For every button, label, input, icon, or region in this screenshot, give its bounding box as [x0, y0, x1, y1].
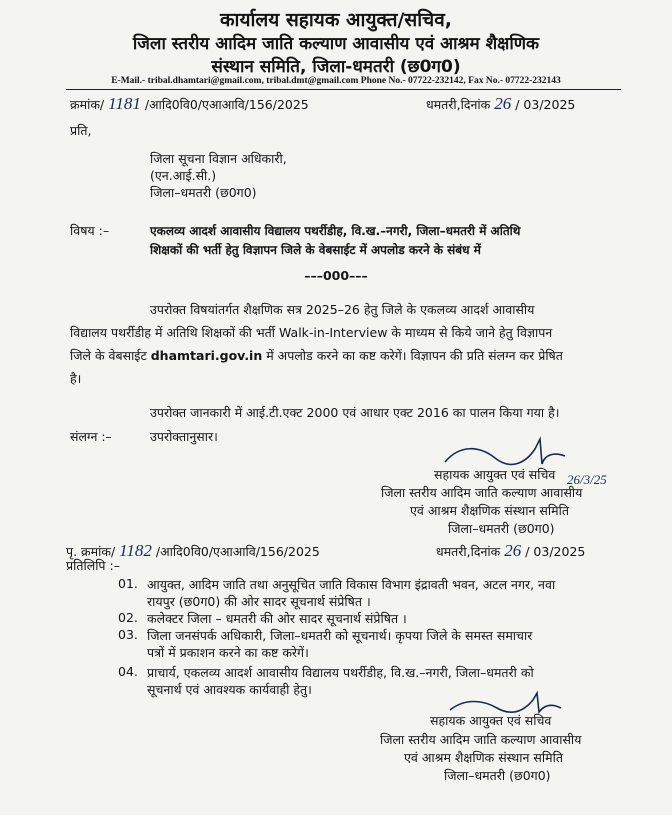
subject-line-1: एकलव्य आदर्श आवासीय विद्यालय पथर्रीडीह, वि.ख.–नगरी, जिला–धमतरी में अतिथि — [150, 224, 521, 238]
body-para1-line3 — [70, 347, 563, 364]
ref-date-line — [426, 94, 575, 114]
letterhead-subtitle: जिला स्तरीय आदिम जाति कल्याण आवासीय एवं आश्रम शैक्षणिक — [132, 34, 540, 54]
ref-number-line — [70, 94, 309, 114]
website-link[interactable]: dhamtari.gov.in — [150, 348, 263, 363]
copy-item-line-1: आयुक्त, आदिम जाति तथा अनुसूचित जाति विकास विभाग इंद्रावती भवन, अटल नगर, नवा — [147, 577, 556, 592]
signature-1-line-2: जिला स्तरीय आदिम जाति कल्याण आवासीय — [381, 485, 583, 500]
ref-month-year: / 03/2025 — [515, 97, 576, 112]
signature-1-handwritten-date: 26/3/25 — [567, 472, 607, 487]
ref2-month-year: / 03/2025 — [525, 544, 586, 559]
copy-item-line-2: सूचनार्थ एवं आवश्यक कार्यवाही हेतु। — [147, 682, 312, 697]
signature-2-line-3: एवं आश्रम शैक्षणिक संस्थान समिति — [404, 750, 563, 765]
body-para1-line3-pre: जिले के वेबसाईट — [70, 348, 151, 363]
enclosure-value: उपरोक्तानुसार। — [150, 429, 218, 444]
copy-item-line-2: रायपुर (छ0ग0) की ओर सादर सूचनार्थ संप्रेषित । — [147, 594, 371, 609]
signature-1-line-1: सहायक आयुक्त एवं सचिव — [434, 467, 556, 482]
ref2-number-handwritten: 1182 — [119, 541, 152, 560]
ref-code: /आदि0वि0/एआआवि/156/2025 — [144, 97, 309, 112]
body-para1-line3-post: में अपलोड करने का कष्ट करेगें। विज्ञापन की प्रति संलग्न कर प्रेषित — [262, 348, 563, 363]
recipient-line-1: जिला सूचना विज्ञान अधिकारी, — [150, 151, 287, 166]
body-para1-line1: उपरोक्त विषयांतर्गत शैक्षणिक सत्र 2025–26 हेतु जिले के एकलव्य आदर्श आवासीय — [150, 302, 535, 317]
letterhead-subtitle-2: संस्थान समिति, जिला-धमतरी (छ0ग0) — [211, 57, 461, 77]
ref2-place-date: धमतरी,दिनांक — [436, 544, 501, 559]
copy-item-number: 02. — [118, 610, 138, 625]
signature-2-line-2: जिला स्तरीय आदिम जाति कल्याण आवासीय — [380, 732, 582, 747]
signature-2-line-4: जिला–धमतरी (छ0ग0) — [444, 768, 551, 783]
copy-to-label: प्रतिलिपि :– — [66, 558, 120, 573]
copy-item-line-1: कलेक्टर जिला – धमतरी की ओर सादर सूचनार्थ संप्रेषित । — [147, 611, 407, 626]
ref-prefix: क्रमांक/ — [70, 97, 105, 112]
subject-label: विषय :– — [70, 223, 110, 238]
body-para1-line2: विद्यालय पथर्रीडीह में अतिथि शिक्षकों की भर्ती Walk-in-Interview के माध्यम से किये जाने हेतु विज्ञापन — [70, 325, 553, 340]
ref-day-handwritten: 26 — [494, 94, 512, 113]
signature-2-line-1: सहायक आयुक्त एवं सचिव — [430, 713, 552, 728]
ref-number-handwritten: 1181 — [108, 94, 141, 113]
subject-line-2: शिक्षकों की भर्ती हेतु विज्ञापन जिले के वेबसाईट में अपलोड करने के संबंध में — [150, 243, 481, 257]
recipient-line-2: (एन.आई.सी.) — [150, 168, 217, 183]
copy-item-number: 04. — [118, 664, 138, 679]
copy-item-line-1: जिला जनसंपर्क अधिकारी, जिला–धमतरी को सूचनार्थ। कृपया जिले के समस्त समाचार — [147, 628, 533, 643]
ref2-date-line — [436, 541, 585, 561]
header-rule — [66, 89, 621, 90]
letterhead-title: कार्यालय सहायक आयुक्त/सचिव, — [219, 9, 453, 31]
enclosure-label: संलग्न :– — [70, 429, 112, 444]
ref2-prefix: पृ. क्रमांक/ — [66, 544, 116, 559]
copy-item-line-2: पत्रों में प्रकाशन करने का कष्ट करेगें। — [147, 645, 309, 660]
recipient-line-3: जिला–धमतरी (छ0ग0) — [150, 185, 257, 200]
body-para2: उपरोक्त जानकारी में आई.टी.एक्ट 2000 एवं आधार एक्ट 2016 का पालन किया गया है। — [150, 405, 560, 420]
copy-item-line-1: प्राचार्य, एकलव्य आदर्श आवासीय विद्यालय पथर्रीडीह, वि.ख.–नगरी, जिला–धमतरी को — [147, 665, 534, 680]
signature-1-line-3: एवं आश्रम शैक्षणिक संस्थान समिति — [410, 503, 569, 518]
separator: –––000––– — [304, 268, 368, 283]
letterhead-contact: E-Mail.- tribal.dhamtari@gmail.com, tribal.dmt@gmail.com Phone No.- 07722-232142, Fax No.- 07722-232143 — [111, 76, 561, 86]
ref2-code: /आदि0वि0/एआआवि/156/2025 — [155, 544, 320, 559]
copy-item-number: 03. — [118, 627, 138, 642]
body-para1-line4: है। — [70, 371, 82, 386]
ref2-day-handwritten: 26 — [504, 541, 522, 560]
copy-item-number: 01. — [118, 576, 138, 591]
prati-label: प्रति, — [70, 123, 92, 138]
ref-place-date: धमतरी,दिनांक — [426, 97, 491, 112]
signature-1-line-4: जिला–धमतरी (छ0ग0) — [448, 521, 555, 536]
